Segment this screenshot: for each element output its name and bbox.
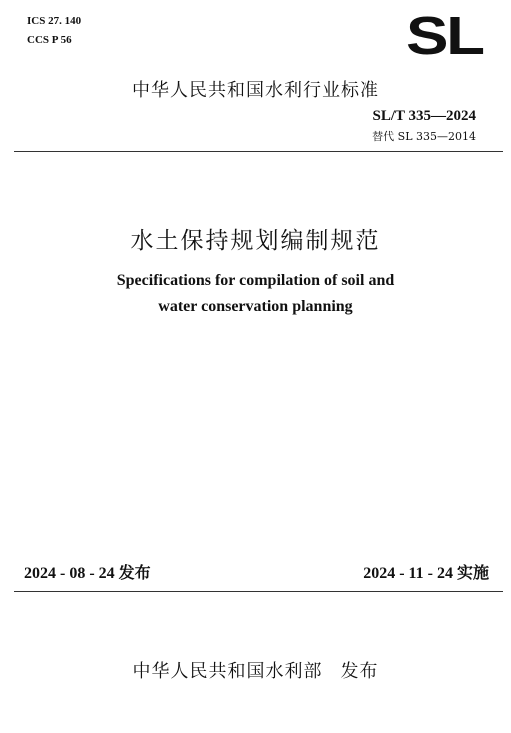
ccs-code: CCS P 56 — [27, 34, 72, 46]
publisher-line — [0, 657, 511, 683]
publisher-org: 中华人民共和国水利部 — [132, 661, 323, 682]
standard-number: SL/T 335—2024 — [372, 108, 476, 124]
ics-code: ICS 27. 140 — [27, 15, 82, 27]
classification-codes — [27, 12, 81, 50]
publisher-action: 发布 — [340, 661, 379, 682]
implementation-date: 2024 - 11 - 24 实施 — [363, 565, 489, 582]
top-divider — [14, 151, 503, 152]
title-chinese: 水土保持规划编制规范 — [130, 228, 381, 254]
issue-date: 2024 - 08 - 24 发布 — [24, 565, 151, 582]
replaces-note: 替代 SL 335—2014 — [372, 130, 476, 143]
title-english-line1: Specifications for compilation of soil and — [116, 272, 395, 289]
bottom-divider — [14, 591, 503, 592]
issuer-title: 中华人民共和国水利行业标准 — [132, 80, 379, 101]
sl-logo: SL — [406, 6, 483, 66]
title-english-line2: water conservation planning — [158, 298, 353, 315]
